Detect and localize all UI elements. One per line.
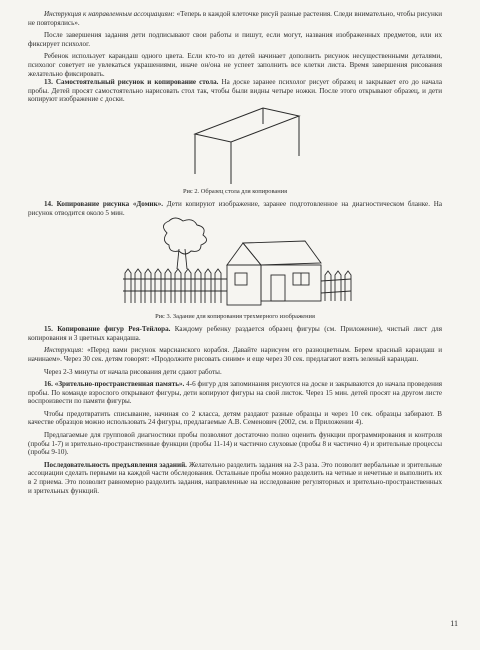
section-15-title: 15. Копирование фигур Рея-Тейлора. [44, 325, 171, 334]
section-15-instruction-label: Инструкция: [44, 346, 84, 355]
sequence-title: Последовательность предъявления заданий. [44, 460, 187, 469]
paragraph-group: Предлагаемые для групповой диагностики пробы позволяют достаточно полно оценить функции программирования и контроля (пробы 1-7) и зрительно-пространственные функции (пробы 11-14) и частично слуховые (пробы 8 и частично 4) и зрительные процессы (пробы 9-10). [28, 431, 442, 457]
figure-2-caption: Рис 2. Образец стола для копирования [182, 187, 288, 195]
paragraph-after-test: После завершения задания дети подписывают свои работы и пишут, если могут, названия изображенных предметов, или их фиксирует психолог. [28, 31, 442, 48]
intro-instruction [28, 10, 442, 27]
instruction-label: Инструкция к направленным ассоциациям: [44, 10, 175, 18]
section-13 [28, 78, 442, 104]
instruction-text: «Теперь в каждой клеточке рисуй разные растения. Следи внимательно, чтобы рисунки не повторялись». [28, 10, 442, 27]
table-figure [135, 104, 335, 188]
paragraph-prevent: Чтобы предотвратить списывание, начиная со 2 класса, детям раздают разные образцы и через 10 сек. образцы забирают. В качестве образцов можно использовать 24 фигуры, предлагаемые А.В. Семенович (2002, см. в Приложении 4). [28, 409, 442, 427]
section-15 [28, 325, 442, 342]
section-15-instruction [28, 346, 442, 363]
section-16-title: 16. «Зрительно-пространственная память». [44, 380, 185, 389]
figure-3-caption: Рис 3. Задание для копирования трехмерного изображения [155, 313, 315, 321]
sequence-paragraph [28, 461, 442, 495]
section-13-title: 13. Самостоятельный рисунок и копирование стола. [44, 78, 219, 87]
section-14-title: 14. Копирование рисунка «Домик». [44, 199, 164, 208]
section-13-text: На доске заранее психолог рисует образец и закрывает его до начала пробы. Детей просят самостоятельно нарисовать стол так, чтобы были видны четыре ножки. После этого открывают образец, и дети копируют изображение с доски. [28, 78, 442, 104]
section-14 [28, 200, 442, 217]
sequence-text: Желательно разделить задания на 2-3 раза. Это позволит вербальные и зрительные ассоциации сделать первыми на каждой части обследования. Остальные пробы можно разделить на четные и нечетные и выполнить их в 2 приема. Это позволит равномерно разделить задания, направленные на исследование регуляторных и зрительно-пространственных и зрительных функций. [28, 460, 442, 495]
section-14-text: Дети копируют изображение, заранее подготовленное на диагностическом бланке. На рисунок отводится около 5 мин. [28, 199, 442, 217]
section-15-time: Через 2-3 минуты от начала рисования дети сдают работы. [44, 367, 222, 376]
section-16 [28, 380, 442, 406]
paragraph-pencil: Ребенок использует карандаш одного цвета. Если кто-то из детей начинает дополнить рисунок несущественными деталями, психолог советует не увлекаться украшениями, иначе он/она не успеет заполнить все клетки листа. Время завершения рисования желательно фиксировать. [28, 52, 442, 78]
fence-pickets [125, 269, 351, 303]
section-15-text: Каждому ребенку раздается образец фигуры (см. Приложение), чистый лист для копирования и 3 цветных карандаша. [28, 325, 442, 342]
section-15-instruction-text: «Перед вами рисунок марсианского корабля. Давайте нарисуем его разноцветным. Берем красный карандаш и начинаем». Через 30 сек. детям говорят: «Продолжите рисовать синим» и еще через 30 сек. предлагают взять зеленый карандаш. [28, 346, 442, 363]
house-figure [115, 217, 355, 313]
section-16-text: 4-6 фигур для запоминания рисуются на доске и закрываются до начала проведения пробы. По команде взрослого открывают фигуры, дети копируют фигуры на свой листок. Через 15 мин. детей просят на другом листе воспроизвести по памяти фигуры. [28, 380, 443, 406]
page-number: 11 [450, 619, 458, 628]
